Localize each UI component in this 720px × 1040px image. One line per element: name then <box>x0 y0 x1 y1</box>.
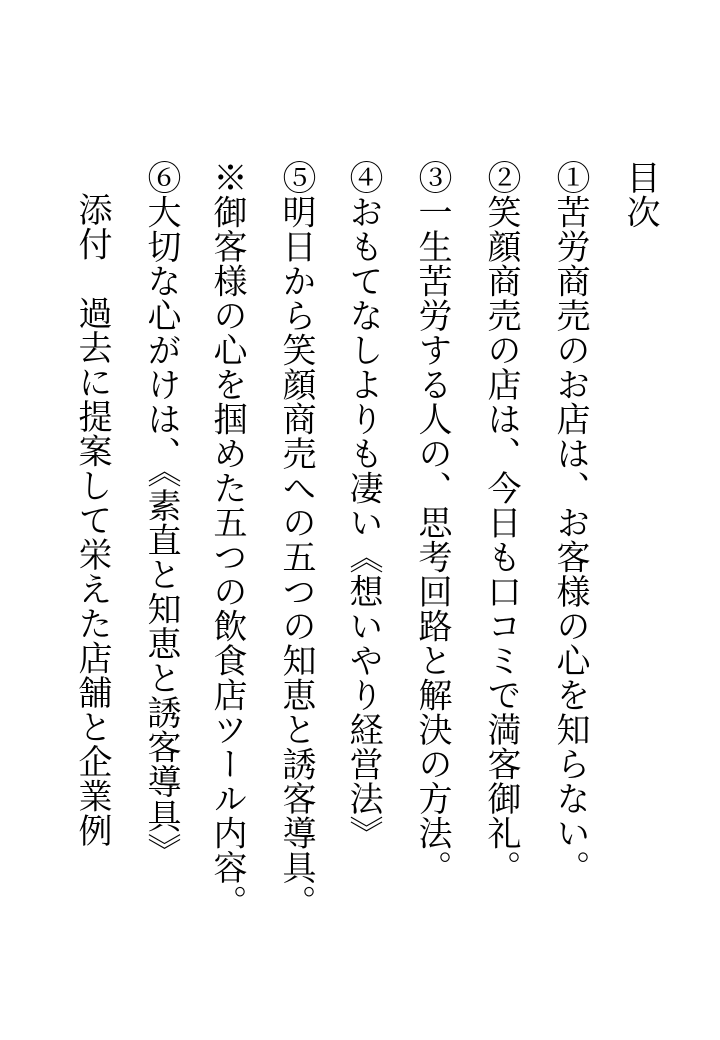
toc-item-1: ①苦労商売のお店は、お客様の心を知らない。 <box>550 160 590 885</box>
toc-item-5: ⑤明日から笑顔商売への五つの知恵と誘客導具。 <box>276 160 316 919</box>
toc-attachment: 添付 過去に提案して栄えた店舗と企業例 <box>72 192 112 848</box>
toc-note: ※御客様の心を掴めた五つの飲食店ツール内容。 <box>207 160 247 919</box>
toc-item-3: ③一生苦労する人の、思考回路と解決の方法。 <box>412 160 452 885</box>
toc-item-4: ④おもてなしよりも凄い《想いやり経営法》 <box>343 160 383 850</box>
toc-item-2: ②笑顔商売の店は、今日も口コミで満客御礼。 <box>481 160 521 885</box>
toc-title: 目次 <box>620 160 660 229</box>
toc-item-6: ⑥大切な心がけは、《素直と知恵と誘客導具》 <box>141 160 181 868</box>
